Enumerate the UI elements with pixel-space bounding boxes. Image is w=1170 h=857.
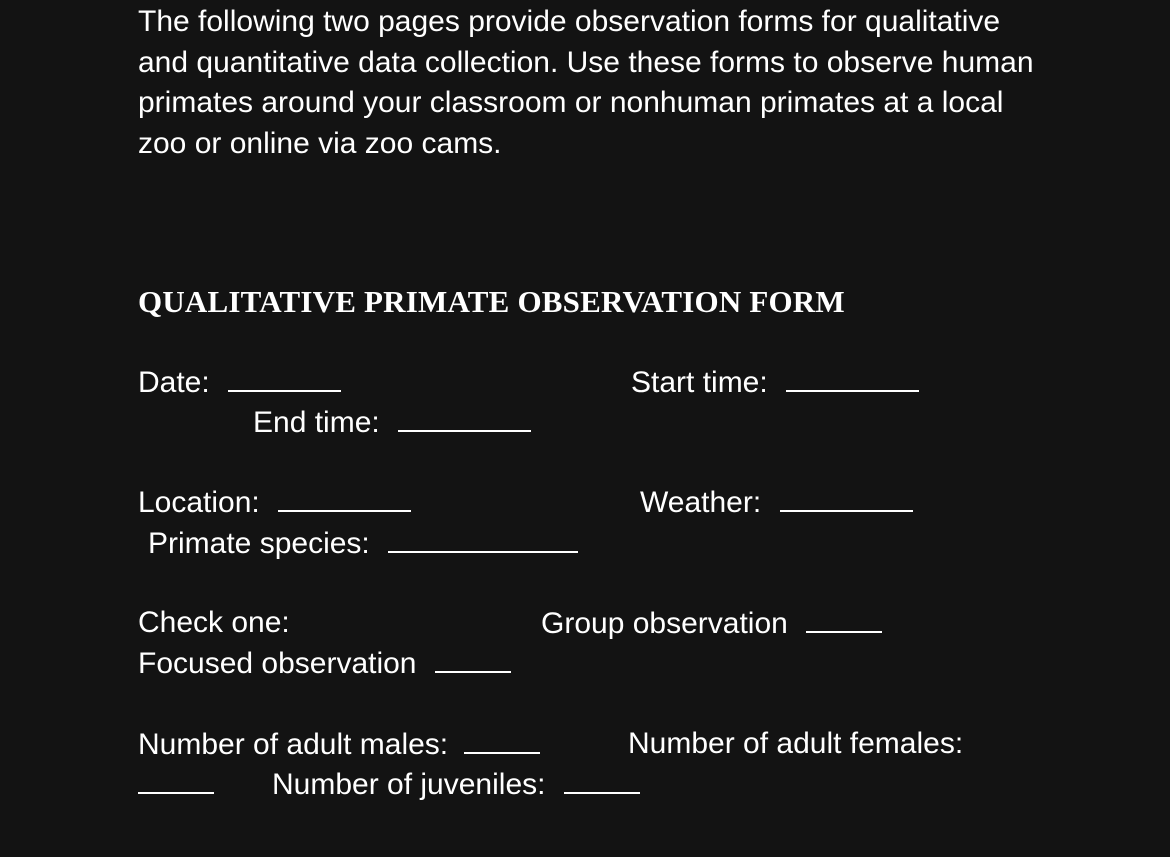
check-one-field — [138, 605, 290, 641]
intro-paragraph: The following two pages provide observation forms for qualitative and quantitative data collection. Use these forms to observe human primates around your classroom or nonhuman primates at a local zoo or online via zoo cams. — [138, 5, 1034, 160]
focused-observation-label: Focused observation — [138, 647, 417, 680]
location-label: Location: — [138, 486, 260, 519]
focused-observation-blank[interactable] — [435, 645, 511, 673]
species-blank[interactable] — [388, 525, 578, 553]
adult-males-blank[interactable] — [464, 726, 540, 754]
form-title: QUALITATIVE PRIMATE OBSERVATION FORM — [138, 284, 845, 319]
juveniles-blank[interactable] — [564, 766, 640, 794]
end-time-field — [253, 404, 531, 441]
adult-males-field — [138, 726, 540, 763]
weather-label: Weather: — [640, 486, 762, 519]
end-time-blank[interactable] — [398, 404, 531, 432]
species-field — [148, 525, 578, 562]
date-field — [138, 364, 341, 401]
date-blank[interactable] — [228, 364, 341, 392]
start-time-field — [631, 364, 919, 401]
focused-observation-field — [138, 645, 511, 682]
date-label: Date: — [138, 366, 210, 399]
adult-females-blank[interactable] — [138, 766, 214, 794]
end-time-label: End time: — [253, 406, 380, 439]
adult-males-label: Number of adult males: — [138, 728, 449, 761]
location-blank[interactable] — [278, 484, 411, 512]
adult-females-field — [628, 726, 963, 762]
adult-females-blank-row — [138, 766, 214, 803]
weather-field — [640, 484, 913, 521]
group-observation-label: Group observation — [541, 607, 788, 640]
adult-females-label: Number of adult females: — [628, 727, 964, 760]
start-time-blank[interactable] — [786, 364, 919, 392]
species-label: Primate species: — [148, 527, 370, 560]
check-one-label: Check one: — [138, 606, 290, 639]
weather-blank[interactable] — [780, 484, 913, 512]
juveniles-field — [272, 766, 640, 803]
group-observation-blank[interactable] — [806, 605, 882, 633]
start-time-label: Start time: — [631, 366, 768, 399]
juveniles-label: Number of juveniles: — [272, 768, 546, 801]
location-field — [138, 484, 411, 521]
group-observation-field — [541, 605, 882, 642]
